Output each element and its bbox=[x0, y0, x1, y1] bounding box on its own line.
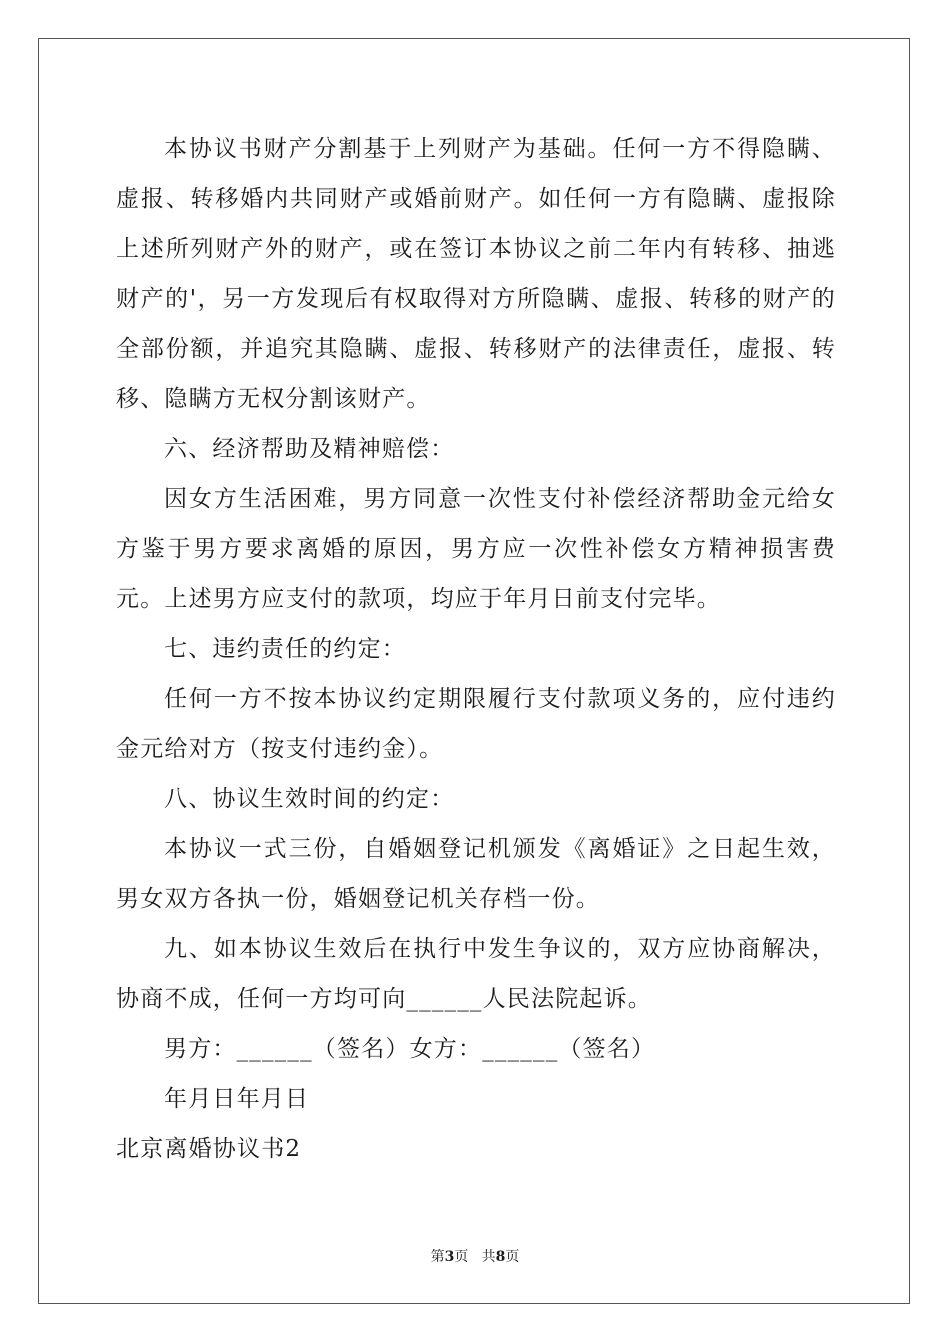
section-heading-7: 七、违约责任的约定： bbox=[164, 636, 406, 662]
paragraph-property-division: 本协议书财产分割基于上列财产为基础。任何一方不得隐瞒、虚报、转移婚内共同财产或婚前财产。如任何一方有隐瞒、虚报除上述所列财产外的财产，或在签订本协议之前二年内有转移、抽逃财产的'，另一方发现后有权取得对方所隐瞒、虚报、转移的财产的全部份额，并追究其隐瞒、虚报、转移财产的法律责任，虚报、转移、隐瞒方无权分割该财产。 bbox=[116, 136, 836, 412]
date-line: 年月日年月日 bbox=[164, 1086, 310, 1112]
document-body bbox=[116, 124, 836, 1174]
page-total: 8 bbox=[495, 1249, 506, 1265]
page-unit: 页 bbox=[454, 1249, 469, 1265]
signature-line: 男方：______（签名）女方：______（签名） bbox=[164, 1036, 656, 1062]
paragraph-breach: 任何一方不按本协议约定期限履行支付款项义务的，应付违约金元给对方（按支付违约金）。 bbox=[116, 686, 836, 762]
total-unit: 页 bbox=[505, 1249, 520, 1265]
section-heading-8: 八、协议生效时间的约定： bbox=[164, 786, 455, 812]
page-current: 3 bbox=[444, 1249, 455, 1265]
next-document-title: 北京离婚协议书2 bbox=[116, 1136, 302, 1162]
paragraph-effective: 本协议一式三份，自婚姻登记机颁发《离婚证》之日起生效，男女双方各执一份，婚姻登记机关存档一份。 bbox=[116, 836, 836, 912]
section-heading-6: 六、经济帮助及精神赔偿： bbox=[164, 436, 455, 462]
total-prefix: 共 bbox=[481, 1249, 496, 1265]
paragraph-dispute: 九、如本协议生效后在执行中发生争议的，双方应协商解决，协商不成，任何一方均可向______人民法院起诉。 bbox=[116, 936, 836, 1012]
page-prefix: 第 bbox=[430, 1249, 445, 1265]
paragraph-compensation: 因女方生活困难，男方同意一次性支付补偿经济帮助金元给女方鉴于男方要求离婚的原因，男方应一次性补偿女方精神损害费元。上述男方应支付的款项，均应于年月日前支付完毕。 bbox=[116, 486, 836, 612]
page-footer bbox=[0, 1246, 950, 1266]
